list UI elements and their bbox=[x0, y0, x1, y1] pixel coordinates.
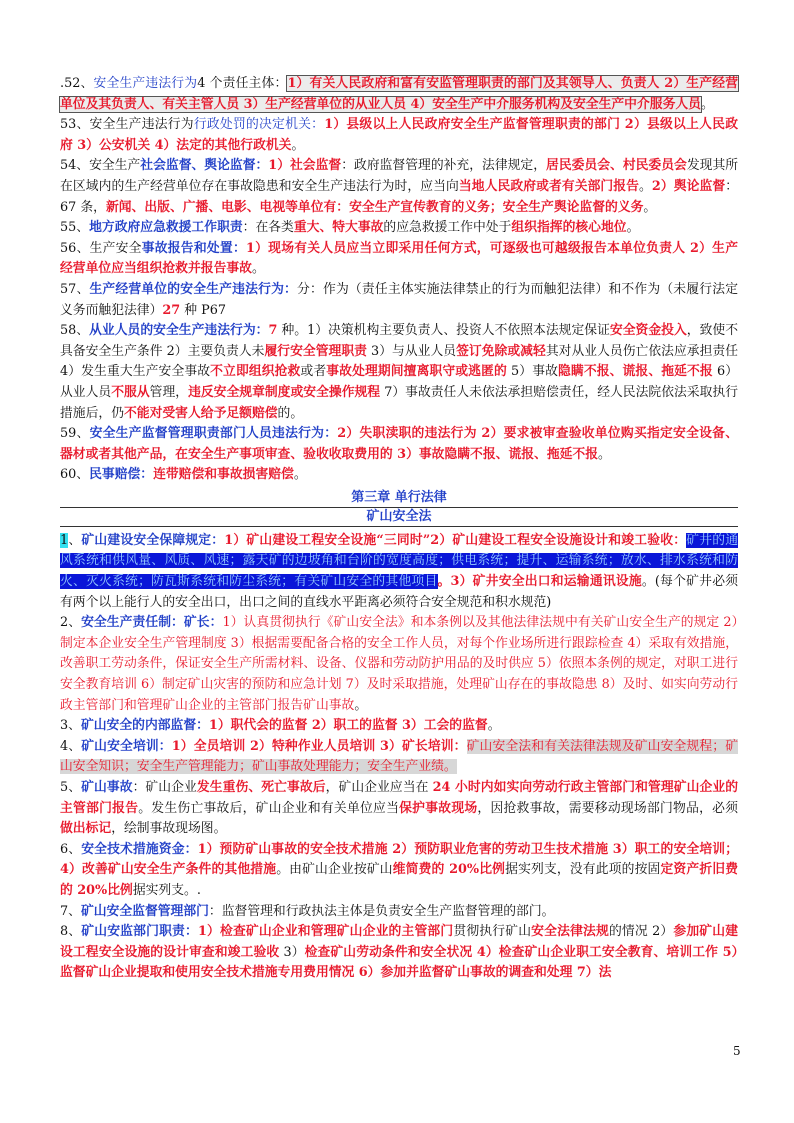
item-59: 59、安全生产监督管理职责部门人员违法行为：2）失职渎职的违法行为 2）要求被审查验收单位购买指定安全设备、器材或者其他产品，在安全生产事项审查、验收收取费用的 3）事故隐瞒不报、谎报、拖延不报。 bbox=[60, 426, 738, 462]
item-55: 55、地方政府应急救援工作职责：在各类重大、特大事故的应急救援工作中处于组织指挥的核心地位。 bbox=[60, 220, 640, 236]
mining-item-7: 7、矿山安全监督管理部门：监督管理和行政执法主体是负责安全生产监督管理的部门。 bbox=[60, 903, 555, 919]
mining-item-2: 2、安全生产责任制：矿长：1）认真贯彻执行《矿山安全法》和本条例以及其他法律法规中有关矿山安全生产的规定 2）制定本企业安全生产管理制度 3）根据需要配备合格的安全工作人员，对每个作业场所进行跟踪检查 4）采取有效措施，改善职工劳动条件，保证安全生产所需材料、设备、仪器和劳动防护用品的及时供应 5）依照本条例的规定，对职工进行安全教育培训 6）制定矿山灾害的预防和应急计划 7）及时采取措施，处理矿山存在的事故隐患 8）及时、如实向劳动行政主管部门和管理矿山企业的主管部门报告矿山事故。 bbox=[60, 615, 738, 713]
item-52: .52、安全生产违法行为4 个责任主体：1）有关人民政府和富有安监管理职责的部门及其领导人、负责人 2）生产经营单位及其负责人、有关主管人员 3）生产经营单位的从业人员 4）安全生产中介服务机构及安全生产中介服务人员。 bbox=[60, 76, 739, 112]
item-53: 53、安全生产违法行为行政处罚的决定机关：1）县级以上人民政府安全生产监督管理职责的部门 2）县级以上人民政府 3）公安机关 4）法定的其他行政机关。 bbox=[60, 117, 738, 153]
item-58: 58、从业人员的安全生产违法行为：7 种。1）决策机构主要负责人、投资人不依照本法规定保证安全资金投入，致使不具备安全生产条件 2）主要负责人未履行安全管理职责 3）与从业人员签订免除或减轻其对从业人员伤亡依法应承担责任 4）发生重大生产安全事故不立即组织抢救或者事故处理期间擅离职守或逃匿的 5）事故隐瞒不报、谎报、拖延不报 6）从业人员不服从管理，违反安全规章制度或安全操作规程 7）事故责任人未依法承担赔偿责任，经人民法院依法采取执行措施后，仍不能对受害人给予足额赔偿的。 bbox=[60, 323, 739, 421]
mining-item-3: 3、矿山安全的内部监督：1）职代会的监督 2）职工的监督 3）工会的监督。 bbox=[60, 718, 501, 734]
highlighted-answer: 矿山安全法和有关法律法规及矿山安全规程；矿山安全知识；安全生产管理能力；矿山事故处理能力；安全生产业绩。 bbox=[60, 738, 739, 775]
page-number: 5 bbox=[733, 1044, 741, 1058]
mining-item-4: 4、矿山安全培训：1）全员培训 2）特种作业人员培训 3）矿长培训：矿山安全法和有关法律法规及矿山安全规程；矿山安全知识；安全生产管理能力；矿山事故处理能力；安全生产业绩。 bbox=[60, 738, 739, 775]
item-60: 60、民事赔偿：连带赔偿和事故损害赔偿。 bbox=[60, 467, 307, 483]
item-57: 57、生产经营单位的安全生产违法行为：分：作为（责任主体实施法律禁止的行为而触犯法律）和不作为（未履行法定义务而触犯法律）27 种 P67 bbox=[60, 281, 738, 318]
chapter-heading: 第三章 单行法律 bbox=[60, 489, 738, 508]
item-54: 54、安全生产社会监督、舆论监督：1）社会监督：政府监督管理的补充，法律规定，居民委员会、村民委员会发现其所在区域内的生产经营单位存在事故隐患和安全生产违法行为时，应当向当地人民政府或者有关部门报告。2）舆论监督：67 条，新闻、出版、广播、电影、电视等单位有：安全生产宣传教育的义务；安全生产舆论监督的义务。 bbox=[60, 158, 739, 215]
item-56: 56、生产安全事故报告和处置：1）现场有关人员应当立即采用任何方式，可逐级也可越级报告本单位负责人 2）生产经营单位应当组织抢救并报告事故。 bbox=[60, 240, 738, 277]
highlighted-answer: 矿井的通风系统和供风量、风质、风速；露天矿的边坡角和台阶的宽度高度；供电系统；提升、运输系统；放水、排水系统和防火、灭火系统；防瓦斯系统和防尘系统；有关矿山安全的其他项目 bbox=[60, 532, 739, 590]
mining-item-1: 1、矿山建设安全保障规定：1）矿山建设工程安全设施“三同时”2）矿山建设工程安全设施设计和竣工验收：矿井的通风系统和供风量、风质、风速；露天矿的边坡角和台阶的宽度高度；供电系统；提升、运输系统；放水、排水系统和防火、灭火系统；防瓦斯系统和防尘系统；有关矿山安全的其他项目。3）矿井安全出口和运输通讯设施。(每个矿井必须有两个以上能行人的安全出口，出口之间的直线水平距离必须符合安全规范和积水规范) bbox=[60, 532, 739, 610]
highlighted-answer: 1）有关人民政府和富有安监管理职责的部门及其领导人、负责人 2）生产经营单位及其负责人、有关主管人员 3）生产经营单位的从业人员 4）安全生产中介服务机构及安全生产中介服务人员 bbox=[60, 76, 739, 112]
section-heading: 矿山安全法 bbox=[60, 508, 738, 527]
mining-item-8: 8、矿山安监部门职责：1）检查矿山企业和管理矿山企业的主管部门贯彻执行矿山安全法律法规的情况 2）参加矿山建设工程安全设施的设计审查和竣工验收 3）检查矿山劳动条件和安全状况 4）检查矿山企业职工安全教育、培训工作 5）监督矿山企业提取和使用安全技术措施专用费用情况 6）参加并监督矿山事故的调查和处理 7）法 bbox=[60, 924, 739, 981]
document-page bbox=[60, 74, 738, 984]
mining-item-6: 6、安全技术措施资金：1）预防矿山事故的安全技术措施 2）预防职业危害的劳动卫生技术措施 3）职工的安全培训；4）改善矿山安全生产条件的其他措施。由矿山企业按矿山维简费的 20%比例据实列支，没有此项的按固定资产折旧费的 20%比例据实列支。. bbox=[60, 841, 739, 898]
mining-item-5: 5、矿山事故：矿山企业发生重伤、死亡事故后，矿山企业应当在 24 小时内如实向劳动行政主管部门和管理矿山企业的主管部门报告。发生伤亡事故后，矿山企业和有关单位应当保护事故现场，因抢救事故，需要移动现场部门物品，必须做出标记，绘制事故现场图。 bbox=[60, 780, 739, 837]
